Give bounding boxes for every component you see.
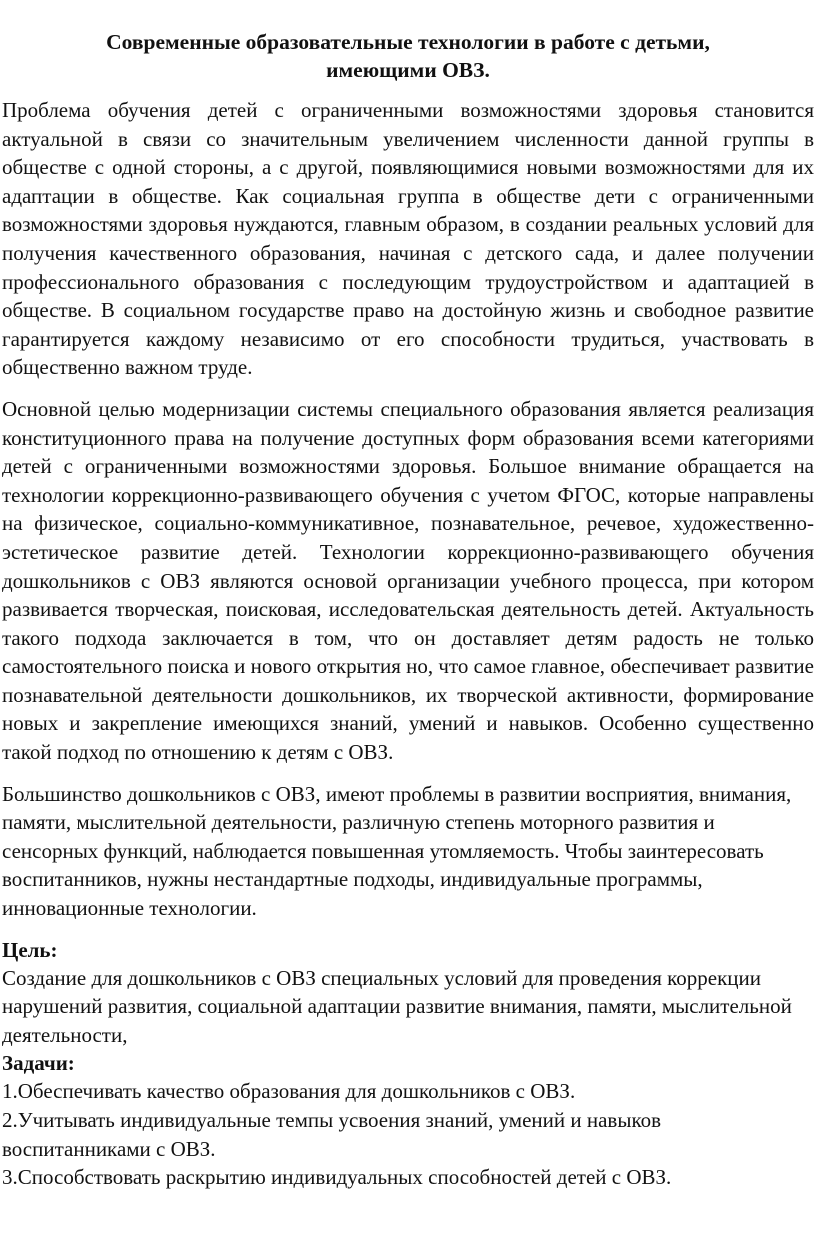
paragraph-problem: Проблема обучения детей с ограниченными возможностями здоровья становится актуальной в связи со значительным увеличением численности данной группы в обществе с одной стороны, а с другой, появляющимися новыми возможностями для их адаптации в обществе. Как социальная группа в обществе дети с ограниченными возможностями здоровья нуждаются, главным образом, в создании реальных условий для получения качественного образования, начиная с детского сада, и далее получении профессионального образования с последующим трудоустройством и адаптацией в обществе. В социальном государстве право на достойную жизнь и свободное развитие гарантируется каждому независимо от его способности трудиться, участвовать в общественно важном труде.: [2, 98, 814, 380]
paragraph-modernization: Основной целью модернизации системы специального образования является реализация конституционного права на получение доступных форм образования всеми категориями детей с ограниченными возможностями здоровья. Большое внимание обращается на технологии коррекционно-развивающего обучения с учетом ФГОС, которые направлены на физическое, социально-коммуникативное, познавательное, речевое, художественно-эстетическое развитие детей. Технологии коррекционно-развивающего обучения дошкольников с ОВЗ являются основой организации учебного процесса, при котором развивается творческая, поисковая, исследовательская деятельность детей. Актуальность такого подхода заключается в том, что он доставляет детям радость не только самостоятельного поиска и нового открытия но, что самое главное, обеспечивает развитие познавательной деятельности дошкольников, их творческой активности, формирование новых и закрепление имеющихся знаний, умений и навыков. Особенно существенно такой подход по отношению к детям с ОВЗ.: [2, 396, 814, 765]
list-item: 2.Учитывать индивидуальные темпы усвоения знаний, умений и навыков воспитанниками с ОВЗ.: [2, 1108, 661, 1161]
goal-label: Цель:: [2, 937, 58, 962]
document-title: [2, 28, 814, 84]
title-line-1: Современные образовательные технологии в работе с детьми,: [106, 30, 710, 54]
list-item: 3.Способствовать раскрытию индивидуальных способностей детей с ОВЗ.: [2, 1165, 672, 1190]
paragraph-difficulties: Большинство дошкольников с ОВЗ, имеют проблемы в развитии восприятия, внимания, памяти, мыслительной деятельности, различную степень моторного развития и сенсорных функций, наблюдается повышенная утомляемость. Чтобы заинтересовать воспитанников, нужны нестандартные подходы, индивидуальные программы, инновационные технологии.: [2, 781, 792, 921]
tasks-list: [2, 1077, 814, 1191]
title-line-2: имеющими ОВЗ.: [326, 58, 490, 82]
goal-text: Создание для дошкольников с ОВЗ специальных условий для проведения коррекции нарушений развития, социальной адаптации развитие внимания, памяти, мыслительной деятельности,: [2, 965, 792, 1047]
list-item: 1.Обеспечивать качество образования для дошкольников с ОВЗ.: [2, 1079, 576, 1104]
tasks-label: Задачи:: [2, 1051, 75, 1076]
